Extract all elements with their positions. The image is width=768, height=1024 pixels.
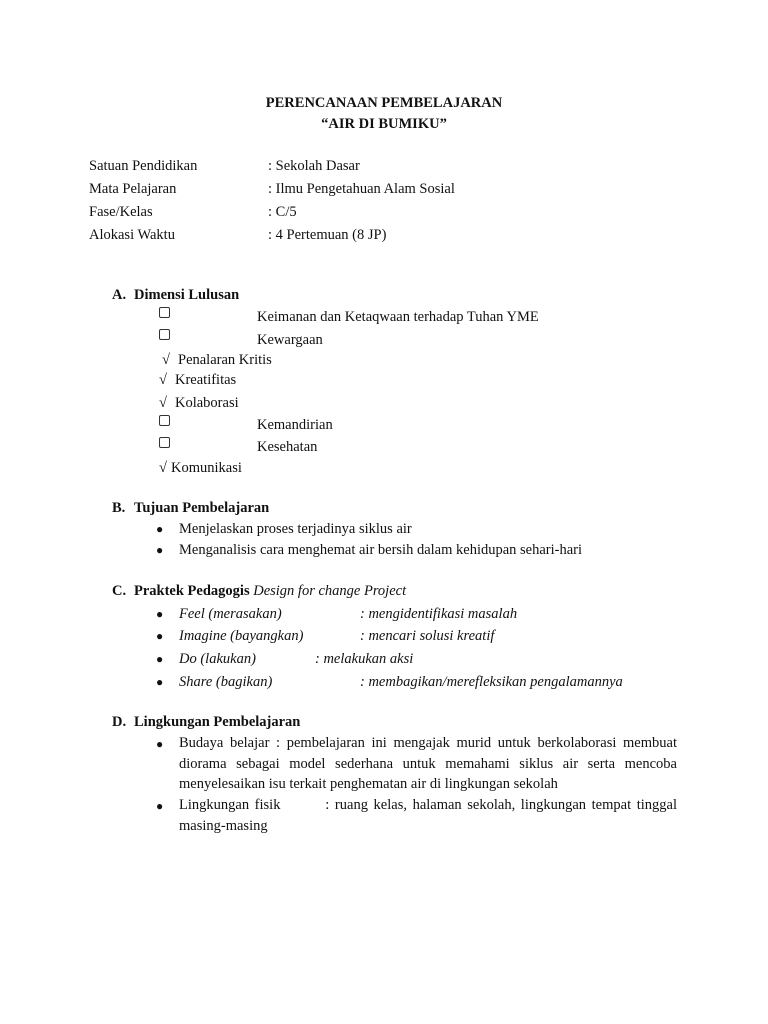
list-item: Kewargaan <box>257 332 323 348</box>
bullet-icon: ● <box>156 543 164 557</box>
list-item: Penalaran Kritis <box>178 352 272 368</box>
info-value: : Sekolah Dasar <box>268 158 360 174</box>
practice-term: Imagine (bayangkan) <box>179 628 304 644</box>
document-title: PERENCANAAN PEMBELAJARAN <box>265 95 503 111</box>
list-item: Komunikasi <box>171 460 242 476</box>
info-label: Mata Pelajaran <box>89 181 177 197</box>
section-heading: Dimensi Lulusan <box>134 287 240 303</box>
bullet-icon: ● <box>156 737 164 751</box>
bullet-icon: ● <box>156 522 164 536</box>
info-label: Fase/Kelas <box>89 204 153 220</box>
practice-term: Feel (merasakan) <box>179 606 282 622</box>
document-subtitle: “AIR DI BUMIKU” <box>321 116 447 132</box>
bullet-icon: ● <box>156 675 164 689</box>
section-heading: Praktek Pedagogis <box>134 583 250 599</box>
checkbox-unchecked-icon <box>159 329 170 340</box>
list-item: Menganalisis cara menghemat air bersih dalam kehidupan sehari-hari <box>179 542 583 558</box>
list-item: Menjelaskan proses terjadinya siklus air <box>179 521 412 537</box>
check-mark-icon: √ <box>159 372 167 388</box>
list-item: Keimanan dan Ketaqwaan terhadap Tuhan YME <box>257 309 539 325</box>
section-letter: A. <box>112 287 127 303</box>
list-item: Kolaborasi <box>175 395 239 411</box>
checkbox-unchecked-icon <box>159 415 170 426</box>
info-value: : C/5 <box>268 204 297 220</box>
checkbox-unchecked-icon <box>159 307 170 318</box>
info-label: Alokasi Waktu <box>89 227 175 243</box>
info-value: : 4 Pertemuan (8 JP) <box>268 227 387 243</box>
info-value: : Ilmu Pengetahuan Alam Sosial <box>268 181 455 197</box>
section-letter: B. <box>112 500 126 516</box>
bullet-icon: ● <box>156 607 164 621</box>
practice-term: Do (lakukan) <box>179 651 256 667</box>
practice-desc: : mengidentifikasi masalah <box>360 606 518 622</box>
bullet-icon: ● <box>156 799 164 813</box>
check-mark-icon: √ <box>159 460 167 476</box>
check-mark-icon: √ <box>162 352 170 368</box>
paragraph-item: Lingkungan fisik : ruang kelas, halaman sekolah, lingkungan tempat tinggal masing-masing <box>179 797 681 834</box>
list-item: Kreatifitas <box>175 372 237 388</box>
section-subheading: Design for change Project <box>253 583 407 599</box>
list-item: Kemandirian <box>257 417 333 433</box>
bullet-icon: ● <box>156 629 164 643</box>
check-mark-icon: √ <box>159 395 167 411</box>
bullet-icon: ● <box>156 652 164 666</box>
practice-desc: : mencari solusi kreatif <box>360 628 495 644</box>
section-letter: C. <box>112 583 127 599</box>
paragraph-item: Budaya belajar : pembelajaran ini mengajak murid untuk berkolaborasi membuat diorama sebagai model sederhana untuk memahami siklus air serta mencoba menyelesaikan isu terkait penghematan air di lingkungan sekolah <box>179 735 677 792</box>
section-letter: D. <box>112 714 127 730</box>
practice-desc: : melakukan aksi <box>315 651 414 667</box>
checkbox-unchecked-icon <box>159 437 170 448</box>
section-heading: Lingkungan Pembelajaran <box>134 714 301 730</box>
section-heading: Tujuan Pembelajaran <box>134 500 270 516</box>
info-label: Satuan Pendidikan <box>89 158 198 174</box>
section-heading-line <box>134 582 406 600</box>
list-item: Kesehatan <box>257 439 318 455</box>
practice-term: Share (bagikan) <box>179 674 273 690</box>
practice-desc: : membagikan/merefleksikan pengalamannya <box>360 674 623 690</box>
